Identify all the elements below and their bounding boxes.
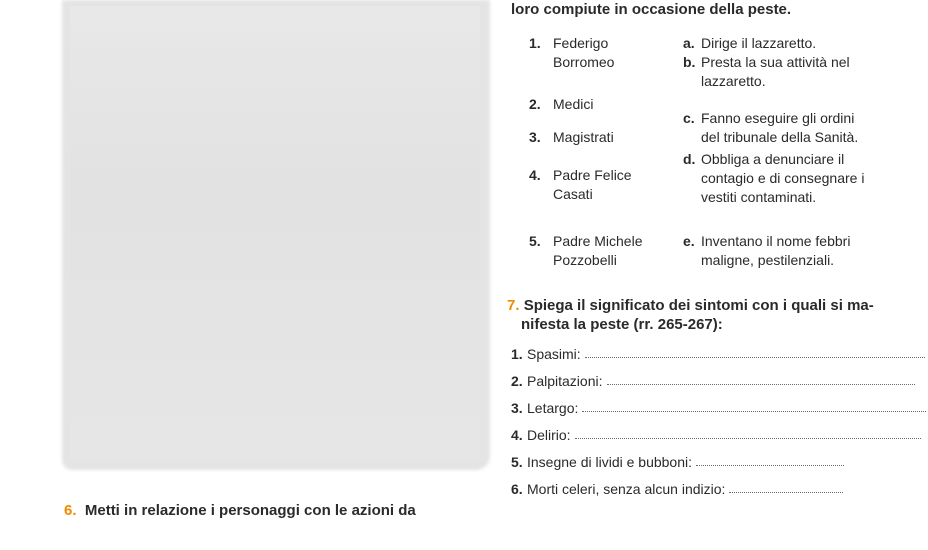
action-letter: c. — [683, 110, 695, 126]
answer-line[interactable] — [696, 464, 844, 466]
question-7-line-2: nifesta la peste (rr. 265-267): — [521, 316, 723, 333]
answer-line[interactable] — [729, 491, 843, 493]
character-number: 1. — [529, 35, 541, 51]
character-line: Borromeo — [553, 54, 615, 70]
action-line: lazzaretto. — [701, 73, 766, 89]
symptom-label: Letargo: — [527, 400, 579, 416]
question-7 — [507, 296, 874, 334]
action-line: del tribunale della Sanità. — [701, 129, 859, 145]
action-item-e — [683, 232, 850, 270]
answer-line[interactable] — [582, 410, 926, 412]
symptom-label: Delirio: — [527, 427, 571, 443]
character-number: 4. — [529, 167, 541, 183]
question-7-line-1: Spiega il significato dei sintomi con i quali si ma- — [523, 297, 874, 314]
symptom-number: 6. — [511, 481, 523, 497]
symptom-row-5 — [511, 450, 844, 470]
symptom-label: Morti celeri, senza alcun indizio: — [527, 481, 726, 497]
character-item-4 — [529, 166, 632, 204]
action-letter: a. — [683, 35, 695, 51]
character-item-1 — [529, 34, 614, 72]
answer-line[interactable] — [575, 437, 921, 439]
symptom-number: 5. — [511, 454, 523, 470]
action-item-d — [683, 150, 864, 207]
action-letter: d. — [683, 151, 696, 167]
action-item-a — [683, 34, 816, 53]
symptom-row-3 — [511, 396, 926, 416]
answer-line[interactable] — [607, 383, 915, 385]
symptom-number: 3. — [511, 400, 523, 416]
answer-line[interactable] — [585, 356, 925, 358]
symptom-number: 1. — [511, 346, 523, 362]
action-line: maligne, pestilenziali. — [701, 252, 835, 268]
action-line: Presta la sua attività nel — [701, 54, 850, 70]
character-line: Padre Felice — [553, 167, 632, 183]
character-line: Casati — [553, 186, 593, 202]
action-item-b — [683, 53, 850, 91]
question-6-text: Metti in relazione i personaggi con le azioni da — [84, 502, 416, 519]
action-line: contagio e di consegnare i — [701, 170, 865, 186]
symptom-label: Spasimi: — [527, 346, 581, 362]
character-item-3 — [529, 128, 614, 147]
symptom-row-2 — [511, 369, 915, 389]
action-letter: e. — [683, 233, 695, 249]
action-line: Inventano il nome febbri — [701, 233, 851, 249]
right-column — [507, 0, 928, 550]
action-line: Fanno eseguire gli ordini — [701, 110, 855, 126]
blurred-image-inner — [70, 6, 480, 461]
symptom-row-6 — [511, 477, 843, 497]
question-6 — [64, 502, 416, 519]
action-line: Dirige il lazzaretto. — [701, 35, 817, 51]
question-7-number: 7. — [507, 297, 520, 314]
character-line: Pozzobelli — [553, 252, 617, 268]
question-6-number: 6. — [64, 502, 77, 519]
symptom-number: 2. — [511, 373, 523, 389]
action-line: vestiti contaminati. — [701, 189, 817, 205]
action-item-c — [683, 109, 858, 147]
symptom-label: Insegne di lividi e bubboni: — [527, 454, 693, 470]
character-item-5 — [529, 232, 643, 270]
character-number: 3. — [529, 129, 541, 145]
action-line: Obbliga a denunciare il — [701, 151, 845, 167]
action-letter: b. — [683, 54, 696, 70]
character-line: Medici — [553, 96, 594, 112]
character-line: Padre Michele — [553, 233, 643, 249]
symptom-number: 4. — [511, 427, 523, 443]
symptom-row-1 — [511, 342, 925, 362]
symptom-row-4 — [511, 423, 921, 443]
question-6-continuation: loro compiute in occasione della peste. — [511, 1, 792, 18]
character-item-2 — [529, 95, 593, 114]
character-line: Federigo — [553, 35, 609, 51]
character-number: 2. — [529, 96, 541, 112]
character-line: Magistrati — [553, 129, 614, 145]
character-number: 5. — [529, 233, 541, 249]
symptom-label: Palpitazioni: — [527, 373, 603, 389]
